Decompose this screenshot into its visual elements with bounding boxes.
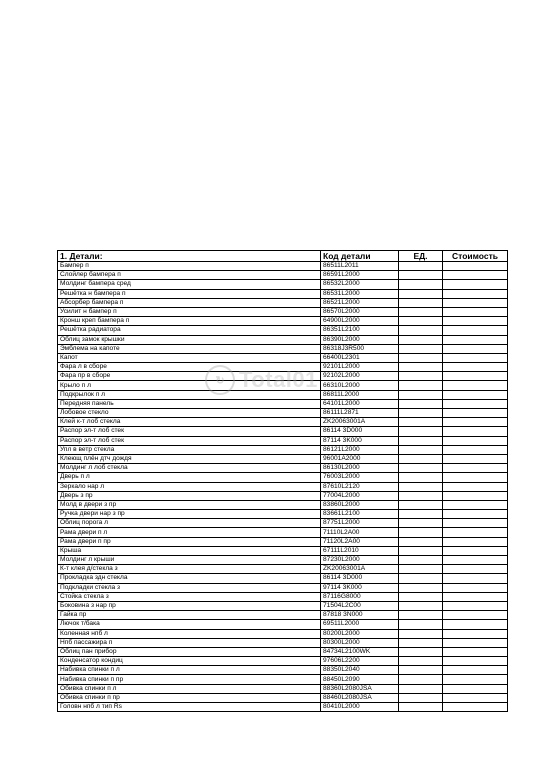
table-row: [58, 298, 508, 307]
part-name-cell: Зеркало нар л: [58, 482, 321, 491]
part-code-cell: 86511L2011: [321, 262, 399, 271]
units-cell: [399, 565, 443, 574]
part-code-cell: 86591L2000: [321, 271, 399, 280]
header-parts: 1. Детали:: [58, 251, 321, 262]
table-row: [58, 271, 508, 280]
part-name-cell: Лючок т/бака: [58, 620, 321, 629]
table-row: [58, 317, 508, 326]
table-row: [58, 445, 508, 454]
header-units: ЕД.: [399, 251, 443, 262]
cost-cell: [443, 353, 508, 362]
part-name-cell: Фара пр в сборе: [58, 372, 321, 381]
units-cell: [399, 537, 443, 546]
logo-circle-icon: ↻: [205, 365, 235, 395]
table-row: [58, 647, 508, 656]
units-cell: [399, 363, 443, 372]
cost-cell: [443, 528, 508, 537]
part-name-cell: Молд в двери з пр: [58, 500, 321, 509]
units-cell: [399, 583, 443, 592]
units-cell: [399, 317, 443, 326]
part-code-cell: 87230L2000: [321, 556, 399, 565]
part-name-cell: Рама двери п пр: [58, 537, 321, 546]
cost-cell: [443, 271, 508, 280]
part-code-cell: 66310L2000: [321, 381, 399, 390]
table-row: [58, 307, 508, 316]
units-cell: [399, 353, 443, 362]
part-code-cell: 86318J3R500: [321, 344, 399, 353]
units-cell: [399, 381, 443, 390]
cost-cell: [443, 565, 508, 574]
part-name-cell: Абсорбер бампера п: [58, 298, 321, 307]
units-cell: [399, 666, 443, 675]
cost-cell: [443, 427, 508, 436]
table-row: [58, 546, 508, 555]
units-cell: [399, 546, 443, 555]
part-name-cell: Решётка н бампера п: [58, 289, 321, 298]
units-cell: [399, 620, 443, 629]
part-name-cell: Набивка спинки п л: [58, 666, 321, 675]
table-row: [58, 399, 508, 408]
units-cell: [399, 271, 443, 280]
cost-cell: [443, 611, 508, 620]
units-cell: [399, 601, 443, 610]
table-row: [58, 262, 508, 271]
cost-cell: [443, 307, 508, 316]
part-code-cell: 88350L2040: [321, 666, 399, 675]
units-cell: [399, 592, 443, 601]
cost-cell: [443, 298, 508, 307]
cost-cell: [443, 464, 508, 473]
part-name-cell: Клеющ плён дтч дождя: [58, 454, 321, 463]
table-row: [58, 464, 508, 473]
cost-cell: [443, 344, 508, 353]
units-cell: [399, 262, 443, 271]
part-name-cell: Бампер п: [58, 262, 321, 271]
part-name-cell: Подкладки стекла з: [58, 583, 321, 592]
part-code-cell: 88450L2090: [321, 675, 399, 684]
header-cost: Стоимость: [443, 251, 508, 262]
table-row: [58, 519, 508, 528]
part-name-cell: Слойлер бампера п: [58, 271, 321, 280]
cost-cell: [443, 510, 508, 519]
cost-cell: [443, 500, 508, 509]
part-code-cell: 96001A2000: [321, 454, 399, 463]
part-name-cell: Прокладка здн стекла: [58, 574, 321, 583]
part-code-cell: 84734L2100WK: [321, 647, 399, 656]
units-cell: [399, 693, 443, 702]
part-code-cell: 80200L2000: [321, 629, 399, 638]
table-row: [58, 353, 508, 362]
cost-cell: [443, 537, 508, 546]
cost-cell: [443, 666, 508, 675]
part-code-cell: 80410L2000: [321, 703, 399, 712]
part-name-cell: Решётка радиатора: [58, 326, 321, 335]
part-name-cell: Крыло п л: [58, 381, 321, 390]
table-row: [58, 427, 508, 436]
part-code-cell: 86130L2000: [321, 464, 399, 473]
cost-cell: [443, 399, 508, 408]
cost-cell: [443, 363, 508, 372]
part-code-cell: 71110L2A00: [321, 528, 399, 537]
units-cell: [399, 647, 443, 656]
table-row: [58, 454, 508, 463]
table-row: [58, 611, 508, 620]
cost-cell: [443, 262, 508, 271]
part-code-cell: 87610L2120: [321, 482, 399, 491]
part-name-cell: Распор эл-т лоб стек: [58, 436, 321, 445]
cost-cell: [443, 629, 508, 638]
part-code-cell: 88360L2080JSA: [321, 684, 399, 693]
part-code-cell: 67111L2010: [321, 546, 399, 555]
part-code-cell: 86351L2100: [321, 326, 399, 335]
part-name-cell: Ручка двери нар з пр: [58, 510, 321, 519]
part-name-cell: Капот: [58, 353, 321, 362]
units-cell: [399, 675, 443, 684]
part-name-cell: Лобовое стекло: [58, 409, 321, 418]
part-code-cell: 86390L2000: [321, 335, 399, 344]
cost-cell: [443, 684, 508, 693]
table-row: [58, 583, 508, 592]
table-row: [58, 390, 508, 399]
cost-cell: [443, 703, 508, 712]
part-code-cell: 71120L2A00: [321, 537, 399, 546]
part-code-cell: 92101L2000: [321, 363, 399, 372]
cost-cell: [443, 372, 508, 381]
part-code-cell: 87114 3K000: [321, 436, 399, 445]
parts-table: [57, 250, 508, 712]
part-name-cell: Усилит н бампер п: [58, 307, 321, 316]
part-code-cell: ZK20063001A: [321, 418, 399, 427]
part-name-cell: Обивка спинки п пр: [58, 693, 321, 702]
part-name-cell: Распор эл-т лоб стек: [58, 427, 321, 436]
units-cell: [399, 445, 443, 454]
part-name-cell: Облиц порога л: [58, 519, 321, 528]
part-code-cell: 66400L2301: [321, 353, 399, 362]
parts-rows: [58, 262, 508, 712]
part-code-cell: 69511L2000: [321, 620, 399, 629]
cost-cell: [443, 280, 508, 289]
table-row: [58, 693, 508, 702]
cost-cell: [443, 546, 508, 555]
units-cell: [399, 473, 443, 482]
units-cell: [399, 629, 443, 638]
table-row: [58, 344, 508, 353]
units-cell: [399, 390, 443, 399]
table-row: [58, 638, 508, 647]
cost-cell: [443, 317, 508, 326]
part-code-cell: 86531L2000: [321, 289, 399, 298]
cost-cell: [443, 454, 508, 463]
part-code-cell: 83661L2100: [321, 510, 399, 519]
part-code-cell: 97606L2200: [321, 657, 399, 666]
part-name-cell: Облиц замок крышки: [58, 335, 321, 344]
part-code-cell: 92102L2000: [321, 372, 399, 381]
header-code: Код детали: [321, 251, 399, 262]
watermark-text: Total01: [239, 367, 318, 392]
part-code-cell: 86111L2871: [321, 409, 399, 418]
cost-cell: [443, 647, 508, 656]
part-code-cell: 97114 3K000: [321, 583, 399, 592]
part-code-cell: 80300L2000: [321, 638, 399, 647]
part-name-cell: Упл в ветр стекла: [58, 445, 321, 454]
cost-cell: [443, 693, 508, 702]
units-cell: [399, 638, 443, 647]
units-cell: [399, 611, 443, 620]
units-cell: [399, 427, 443, 436]
part-name-cell: Молдинг л лоб стекла: [58, 464, 321, 473]
part-name-cell: Клей к-т лоб стекла: [58, 418, 321, 427]
part-code-cell: 86121L2000: [321, 445, 399, 454]
cost-cell: [443, 592, 508, 601]
units-cell: [399, 409, 443, 418]
part-name-cell: Облиц пан прибор: [58, 647, 321, 656]
part-name-cell: Подкрылок п л: [58, 390, 321, 399]
table-row: [58, 556, 508, 565]
part-name-cell: Кронш креп бампера п: [58, 317, 321, 326]
part-code-cell: 87751L2000: [321, 519, 399, 528]
part-name-cell: Дверь п л: [58, 473, 321, 482]
part-name-cell: Боковина з нар пр: [58, 601, 321, 610]
cost-cell: [443, 289, 508, 298]
cost-cell: [443, 657, 508, 666]
cost-cell: [443, 409, 508, 418]
table-row: [58, 363, 508, 372]
units-cell: [399, 344, 443, 353]
cost-cell: [443, 519, 508, 528]
units-cell: [399, 657, 443, 666]
cost-cell: [443, 482, 508, 491]
cost-cell: [443, 390, 508, 399]
part-name-cell: Молдинг бампера сред: [58, 280, 321, 289]
units-cell: [399, 528, 443, 537]
part-name-cell: Эмблема на капоте: [58, 344, 321, 353]
units-cell: [399, 500, 443, 509]
table-row: [58, 473, 508, 482]
table-row: [58, 629, 508, 638]
header-row: [58, 251, 508, 262]
units-cell: [399, 280, 443, 289]
units-cell: [399, 289, 443, 298]
part-code-cell: 71504L2C00: [321, 601, 399, 610]
table-row: [58, 482, 508, 491]
table-row: [58, 381, 508, 390]
part-name-cell: Стойка стекла з: [58, 592, 321, 601]
part-code-cell: 83860L2000: [321, 500, 399, 509]
units-cell: [399, 684, 443, 693]
table-row: [58, 574, 508, 583]
cost-cell: [443, 675, 508, 684]
part-code-cell: 88460L2080JSA: [321, 693, 399, 702]
cost-cell: [443, 436, 508, 445]
part-name-cell: Набивка спинки п пр: [58, 675, 321, 684]
part-name-cell: Головн нпб л тип Rs: [58, 703, 321, 712]
part-code-cell: 64900L2000: [321, 317, 399, 326]
table-row: [58, 491, 508, 500]
part-name-cell: Коленная нпб л: [58, 629, 321, 638]
table-row: [58, 280, 508, 289]
cost-cell: [443, 556, 508, 565]
units-cell: [399, 574, 443, 583]
units-cell: [399, 491, 443, 500]
units-cell: [399, 464, 443, 473]
part-code-cell: 86521L2000: [321, 298, 399, 307]
part-name-cell: Обивка спинки п л: [58, 684, 321, 693]
cost-cell: [443, 491, 508, 500]
table-row: [58, 657, 508, 666]
cost-cell: [443, 418, 508, 427]
part-name-cell: Дверь з пр: [58, 491, 321, 500]
table-row: [58, 436, 508, 445]
units-cell: [399, 703, 443, 712]
table-row: [58, 500, 508, 509]
part-code-cell: 86570L2000: [321, 307, 399, 316]
part-name-cell: Фара л в сборе: [58, 363, 321, 372]
cost-cell: [443, 574, 508, 583]
cost-cell: [443, 620, 508, 629]
part-code-cell: 76003L2000: [321, 473, 399, 482]
table-row: [58, 510, 508, 519]
cost-cell: [443, 445, 508, 454]
part-code-cell: ZK20063001A: [321, 565, 399, 574]
part-name-cell: Рама двери п л: [58, 528, 321, 537]
cost-cell: [443, 583, 508, 592]
table-row: [58, 537, 508, 546]
units-cell: [399, 519, 443, 528]
units-cell: [399, 418, 443, 427]
cost-cell: [443, 473, 508, 482]
part-code-cell: 87116G8000: [321, 592, 399, 601]
part-name-cell: К-т клея д/стекла з: [58, 565, 321, 574]
part-name-cell: Крыша: [58, 546, 321, 555]
parts-sheet: [57, 250, 507, 712]
units-cell: [399, 436, 443, 445]
table-row: [58, 372, 508, 381]
table-row: [58, 565, 508, 574]
cost-cell: [443, 638, 508, 647]
cost-cell: [443, 335, 508, 344]
table-row: [58, 592, 508, 601]
cost-cell: [443, 381, 508, 390]
part-code-cell: 77004L2000: [321, 491, 399, 500]
units-cell: [399, 298, 443, 307]
units-cell: [399, 307, 443, 316]
part-name-cell: Передняя панель: [58, 399, 321, 408]
units-cell: [399, 335, 443, 344]
cost-cell: [443, 601, 508, 610]
part-code-cell: 86114 3D000: [321, 574, 399, 583]
units-cell: [399, 399, 443, 408]
units-cell: [399, 326, 443, 335]
part-code-cell: 86114 3D000: [321, 427, 399, 436]
part-code-cell: 86811L2000: [321, 390, 399, 399]
table-row: [58, 409, 508, 418]
table-row: [58, 601, 508, 610]
table-row: [58, 335, 508, 344]
table-row: [58, 684, 508, 693]
table-row: [58, 326, 508, 335]
units-cell: [399, 482, 443, 491]
table-row: [58, 675, 508, 684]
part-code-cell: 86532L2000: [321, 280, 399, 289]
part-code-cell: 64101L2000: [321, 399, 399, 408]
table-row: [58, 620, 508, 629]
table-row: [58, 528, 508, 537]
table-row: [58, 289, 508, 298]
part-code-cell: 87818 3N000: [321, 611, 399, 620]
units-cell: [399, 372, 443, 381]
part-name-cell: Молдинг л крыши: [58, 556, 321, 565]
table-row: [58, 703, 508, 712]
cost-cell: [443, 326, 508, 335]
table-row: [58, 666, 508, 675]
part-name-cell: Конденсатор кондиц: [58, 657, 321, 666]
table-row: [58, 418, 508, 427]
units-cell: [399, 556, 443, 565]
units-cell: [399, 510, 443, 519]
part-name-cell: Гайка пр: [58, 611, 321, 620]
units-cell: [399, 454, 443, 463]
part-name-cell: Нпб пассажира п: [58, 638, 321, 647]
